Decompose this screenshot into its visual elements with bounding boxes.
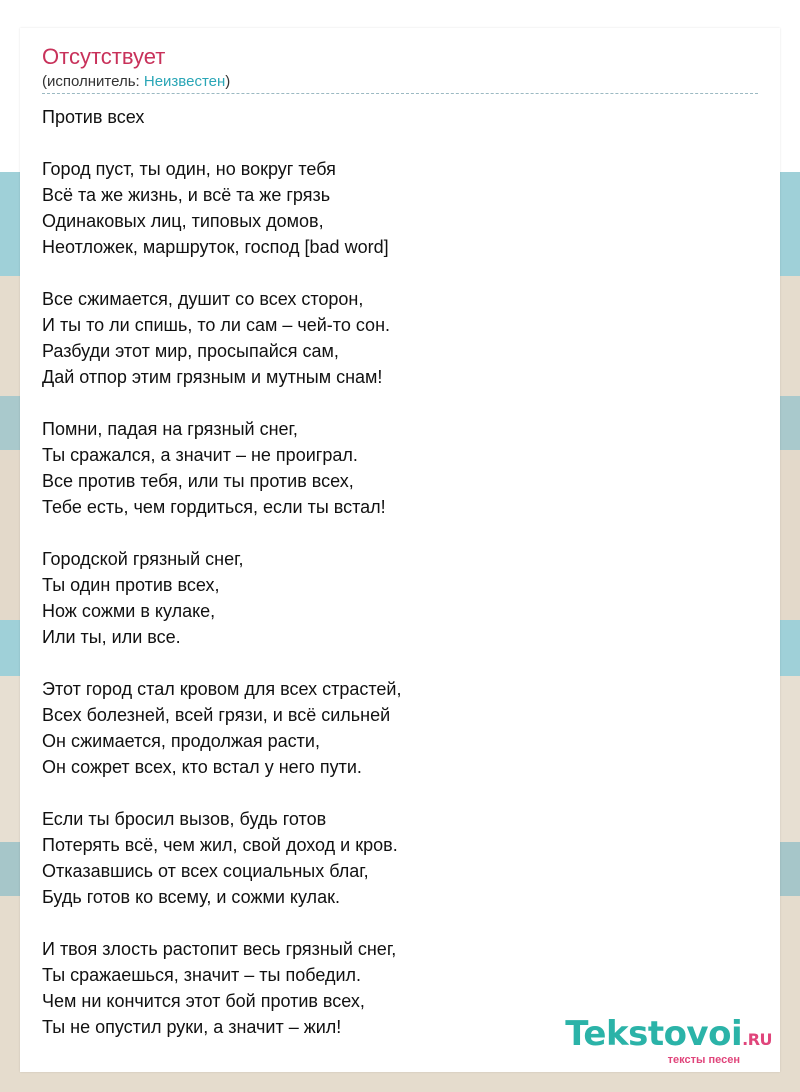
- song-title: Отсутствует: [42, 44, 166, 69]
- lyric-line: Он сожрет всех, кто встал у него пути.: [42, 757, 362, 777]
- lyrics-card: [20, 28, 780, 1072]
- lyrics-body: [42, 104, 742, 1040]
- lyric-line: Одинаковых лиц, типовых домов,: [42, 211, 324, 231]
- lyric-line: Отказавшись от всех социальных благ,: [42, 861, 369, 881]
- lyric-line: Ты сражался, а значит – не проиграл.: [42, 445, 358, 465]
- title-divider: [42, 93, 758, 94]
- lyric-line: Потерять всё, чем жил, свой доход и кров.: [42, 835, 398, 855]
- lyric-line: Этот город стал кровом для всех страстей,: [42, 679, 402, 699]
- artist-link[interactable]: Неизвестен: [143, 73, 226, 90]
- lyric-line: Будь готов ко всему, и сожми кулак.: [42, 887, 340, 907]
- lyric-line: Городской грязный снег,: [42, 549, 244, 569]
- lyric-line: Или ты, или все.: [42, 627, 181, 647]
- stanza-gap: [42, 650, 742, 676]
- stanza-gap: [42, 390, 742, 416]
- lyric-line: Ты сражаешься, значит – ты победил.: [42, 965, 362, 985]
- artist-line: [42, 72, 230, 92]
- lyric-line: Тебе есть, чем гордиться, если ты встал!: [42, 497, 386, 517]
- stanza-gap: [42, 130, 742, 156]
- lyric-line: И ты то ли спишь, то ли сам – чей-то сон.: [42, 315, 391, 335]
- artist-prefix: (исполнитель:: [42, 73, 144, 90]
- stanza-gap: [42, 260, 742, 286]
- lyric-line: Ты один против всех,: [42, 575, 220, 595]
- stanza-gap: [42, 520, 742, 546]
- artist-suffix: ): [225, 73, 231, 90]
- lyric-line: Помни, падая на грязный снег,: [42, 419, 298, 439]
- lyric-line: Все сжимается, душит со всех сторон,: [42, 289, 364, 309]
- logo-name: Tekstovoi: [565, 1014, 743, 1054]
- lyric-line: Разбуди этот мир, просыпайся сам,: [42, 341, 339, 361]
- lyric-line: Чем ни кончится этот бой против всех,: [42, 991, 365, 1011]
- site-logo[interactable]: [565, 1016, 772, 1066]
- lyric-line: Нож сожми в кулаке,: [42, 601, 216, 621]
- lyric-line: Город пуст, ты один, но вокруг тебя: [42, 159, 336, 179]
- lyric-line: Все против тебя, или ты против всех,: [42, 471, 354, 491]
- lyric-line: Всё та же жизнь, и всё та же грязь: [42, 185, 331, 205]
- lyric-line: Всех болезней, всей грязи, и всё сильней: [42, 705, 391, 725]
- lyric-line: Он сжимается, продолжая расти,: [42, 731, 320, 751]
- lyric-line: И твоя злость растопит весь грязный снег,: [42, 939, 397, 959]
- lyric-line: Если ты бросил вызов, будь готов: [42, 809, 327, 829]
- lyric-line: Дай отпор этим грязным и мутным снам!: [42, 367, 383, 387]
- logo-wordmark: [565, 1016, 772, 1058]
- lyric-line: Против всех: [42, 107, 145, 127]
- lyric-line: Неотложек, маршруток, господ [bad word]: [42, 237, 389, 257]
- stanza-gap: [42, 780, 742, 806]
- lyric-line: Ты не опустил руки, а значит – жил!: [42, 1017, 342, 1037]
- logo-tagline: тексты песен: [667, 1054, 740, 1066]
- stanza-gap: [42, 910, 742, 936]
- logo-tld: .RU: [742, 1030, 772, 1049]
